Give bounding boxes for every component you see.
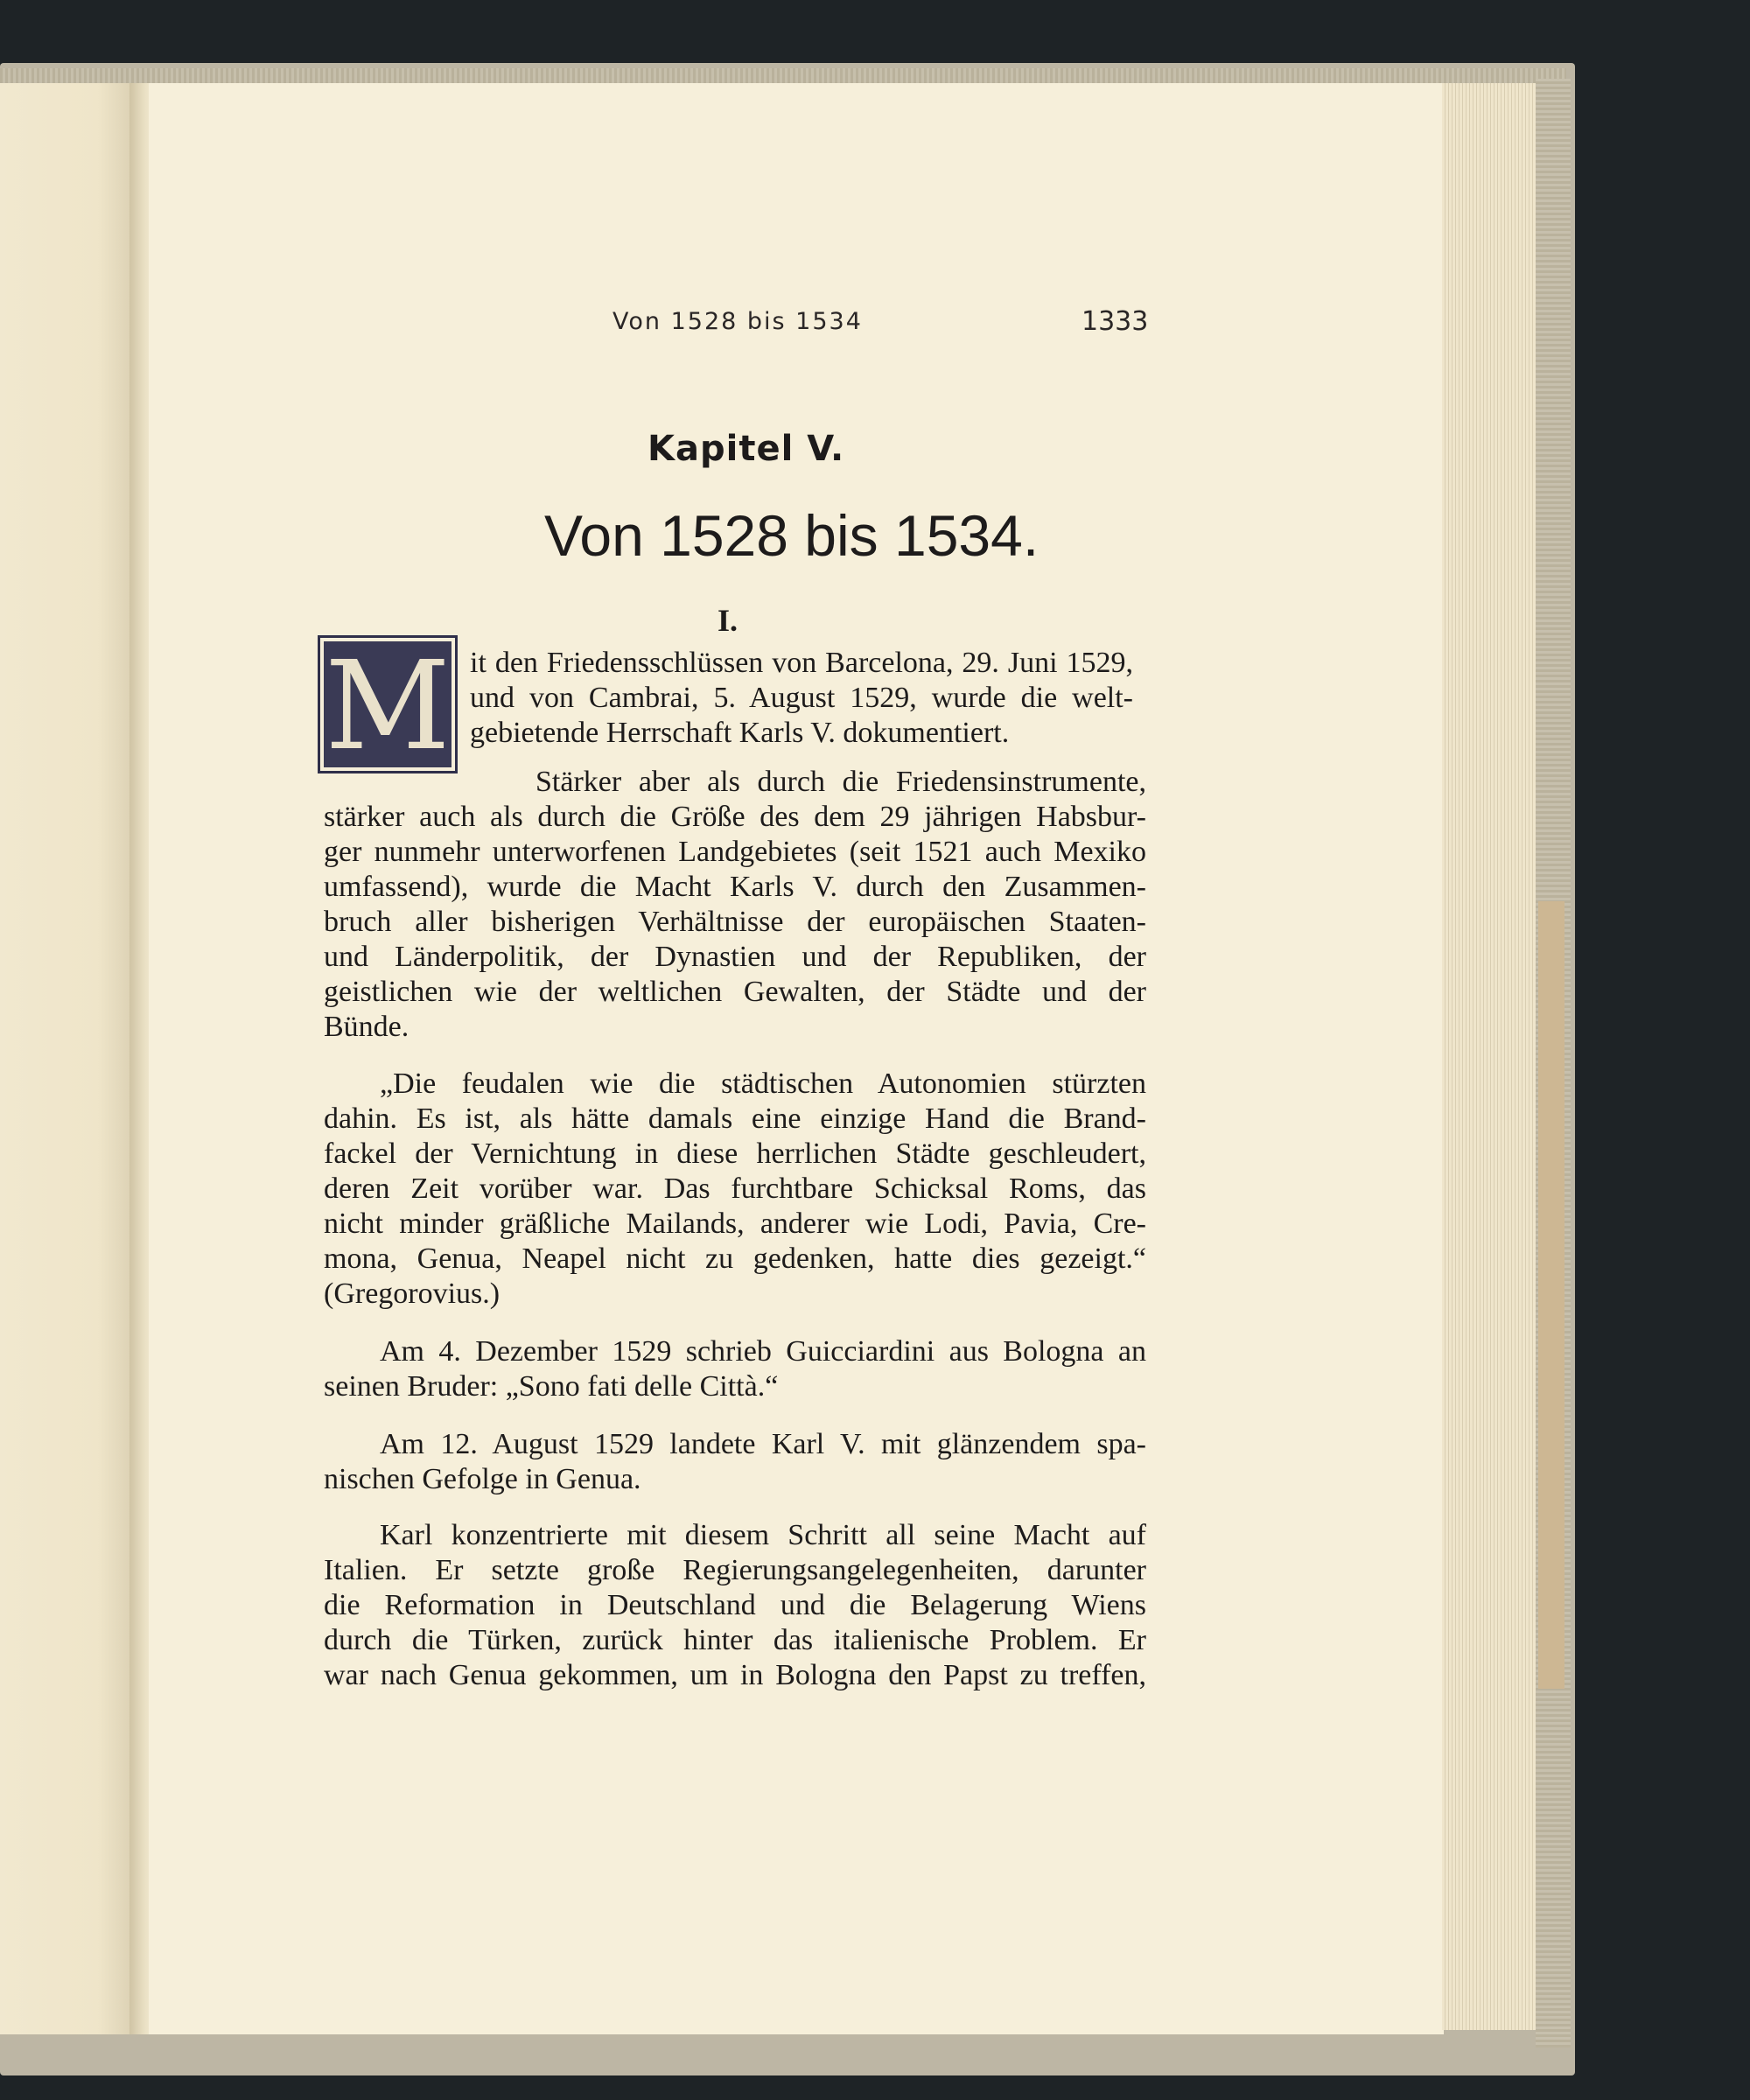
body-line: dahin. Es ist, als hätte damals eine einzige Hand die Brand-: [324, 1102, 1146, 1135]
body-line: stärker auch als durch die Größe des dem 29 jährigen Habsbur-: [324, 801, 1146, 833]
body-line: war nach Genua gekommen, um in Bologna den Papst zu treffen,: [324, 1659, 1146, 1691]
page-number: 1333: [1082, 306, 1149, 337]
body-line: Am 4. Dezember 1529 schrieb Guicciardini aus Bologna an: [380, 1335, 1146, 1368]
body-line: Bünde.: [324, 1011, 410, 1043]
body-line: durch die Türken, zurück hinter das italienische Problem. Er: [324, 1624, 1146, 1656]
page-stack-fore-edge: [1442, 83, 1538, 2030]
drop-cap-background: [324, 635, 452, 778]
body-line: Italien. Er setzte große Regierungsangelegenheiten, darunter: [324, 1554, 1146, 1586]
chapter-label: Kapitel V.: [648, 429, 845, 469]
drop-cap-ornament: [318, 635, 458, 778]
body-line: mona, Genua, Neapel nicht zu gedenken, hatte dies gezeigt.“: [324, 1242, 1146, 1275]
body-line: „Die feudalen wie die städtischen Autonomien stürzten: [380, 1068, 1146, 1100]
body-line: Stärker aber als durch die Friedensinstrumente,: [536, 766, 1146, 798]
drop-cap-letter: M: [325, 635, 451, 778]
body-line: deren Zeit vorüber war. Das furchtbare Schicksal Roms, das: [324, 1172, 1146, 1205]
body-line: fackel der Vernichtung in diese herrlichen Städte geschleudert,: [324, 1138, 1146, 1170]
body-line: ger nunmehr unterworfenen Landgebietes (seit 1521 auch Mexiko: [324, 836, 1146, 868]
body-line: Karl konzentrierte mit diesem Schritt all seine Macht auf: [380, 1519, 1146, 1551]
body-line: (Gregorovius.): [324, 1278, 500, 1310]
section-number: I.: [718, 603, 738, 638]
body-line: und Länderpolitik, der Dynastien und der Republiken, der: [324, 941, 1146, 973]
body-line: nicht minder gräßliche Mailands, anderer wie Lodi, Pavia, Cre-: [324, 1208, 1146, 1240]
left-page-edge: [0, 83, 140, 2034]
body-line: die Reformation in Deutschland und die Belagerung Wiens: [324, 1589, 1146, 1621]
body-line: it den Friedensschlüssen von Barcelona, 29. Juni 1529,: [470, 647, 1133, 679]
body-line: bruch aller bisherigen Verhältnisse der europäischen Staaten-: [324, 906, 1146, 938]
bookmark-ribbon: [1538, 901, 1564, 1689]
body-line: umfassend), wurde die Macht Karls V. durch den Zusammen-: [324, 871, 1146, 903]
body-line: und von Cambrai, 5. August 1529, wurde die welt-: [470, 682, 1133, 714]
running-title: Von 1528 bis 1534: [612, 308, 863, 335]
chapter-title: Von 1528 bis 1534.: [544, 503, 1040, 568]
body-line: Am 12. August 1529 landete Karl V. mit glänzendem spa-: [380, 1428, 1146, 1460]
body-line: nischen Gefolge in Genua.: [324, 1463, 641, 1495]
body-line: seinen Bruder: „Sono fati delle Città.“: [324, 1370, 779, 1403]
body-line: gebietende Herrschaft Karls V. dokumentiert.: [470, 717, 1010, 749]
body-line: geistlichen wie der weltlichen Gewalten, der Städte und der: [324, 976, 1146, 1008]
book-page: [149, 83, 1444, 2034]
